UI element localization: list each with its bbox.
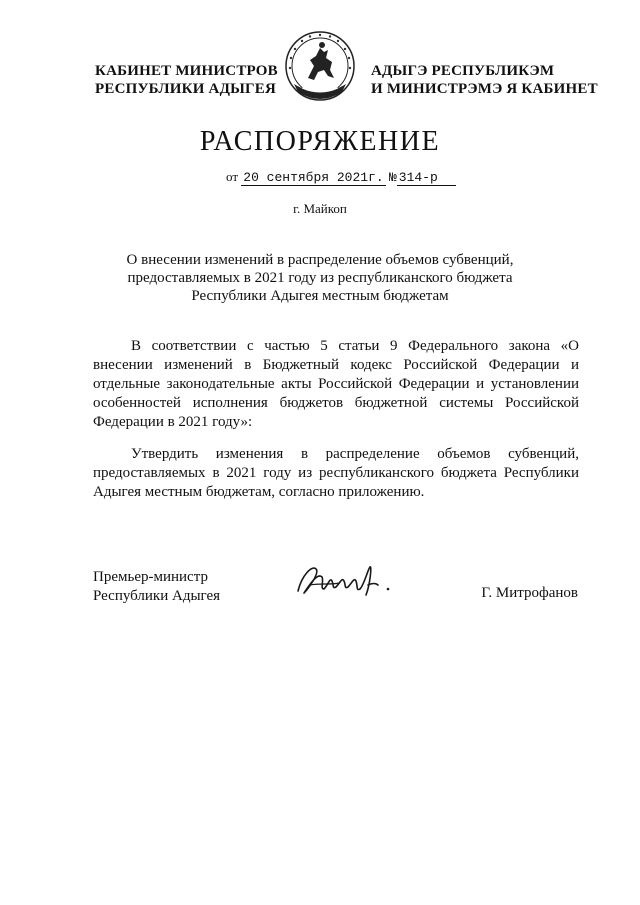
document-title: РАСПОРЯЖЕНИЕ	[199, 126, 441, 157]
signatory-position	[93, 568, 220, 606]
header-right	[371, 62, 598, 98]
signatory-position-line1: Премьер-министр	[93, 569, 208, 585]
document-date: 20 сентября 2021г.	[243, 170, 384, 185]
header-right-line2: И МИНИСТРЭМЭ Я КАБИНЕТ	[371, 81, 598, 97]
subject-line2: предоставляемых в 2021 году из республиканского бюджета	[127, 270, 513, 286]
date-number-line	[226, 169, 456, 186]
number-prefix: №	[388, 170, 397, 185]
header-left-line2: РЕСПУБЛИКИ АДЫГЕЯ	[95, 81, 277, 97]
body-paragraph-2: Утвердить изменения в распределение объемов субвенций, предоставляемых в 2021 году из республиканского бюджета Республики Адыгея местным бюджетам, согласно приложению.	[93, 446, 579, 500]
adygea-coat-of-arms-icon	[280, 26, 360, 110]
signatory-position-line2: Республики Адыгея	[93, 588, 221, 604]
document-number: 314-р	[397, 170, 456, 186]
header-right-line1: АДЫГЭ РЕСПУБЛИКЭМ	[371, 63, 555, 79]
document-place: г. Майкоп	[293, 201, 347, 216]
header-left	[95, 62, 278, 98]
subject-line1: О внесении изменений в распределение объемов субвенций,	[126, 252, 514, 268]
date-prefix: от	[226, 169, 239, 184]
signatory-name: Г. Митрофанов	[481, 585, 578, 601]
body-paragraph-1: В соответствии с частью 5 статьи 9 Федерального закона «О внесении изменений в Бюджетный кодекс Российской Федерации и отдельные законодательные акты Российской Федерации и установлении особенностей исполнения бюджетов бюджетной системы Российской Федерации в 2021 году»:	[93, 338, 579, 430]
handwritten-signature-icon	[290, 555, 400, 605]
document-subject	[90, 251, 550, 305]
subject-line3: Республики Адыгея местным бюджетам	[191, 288, 449, 304]
header-left-line1: КАБИНЕТ МИНИСТРОВ	[95, 63, 278, 79]
